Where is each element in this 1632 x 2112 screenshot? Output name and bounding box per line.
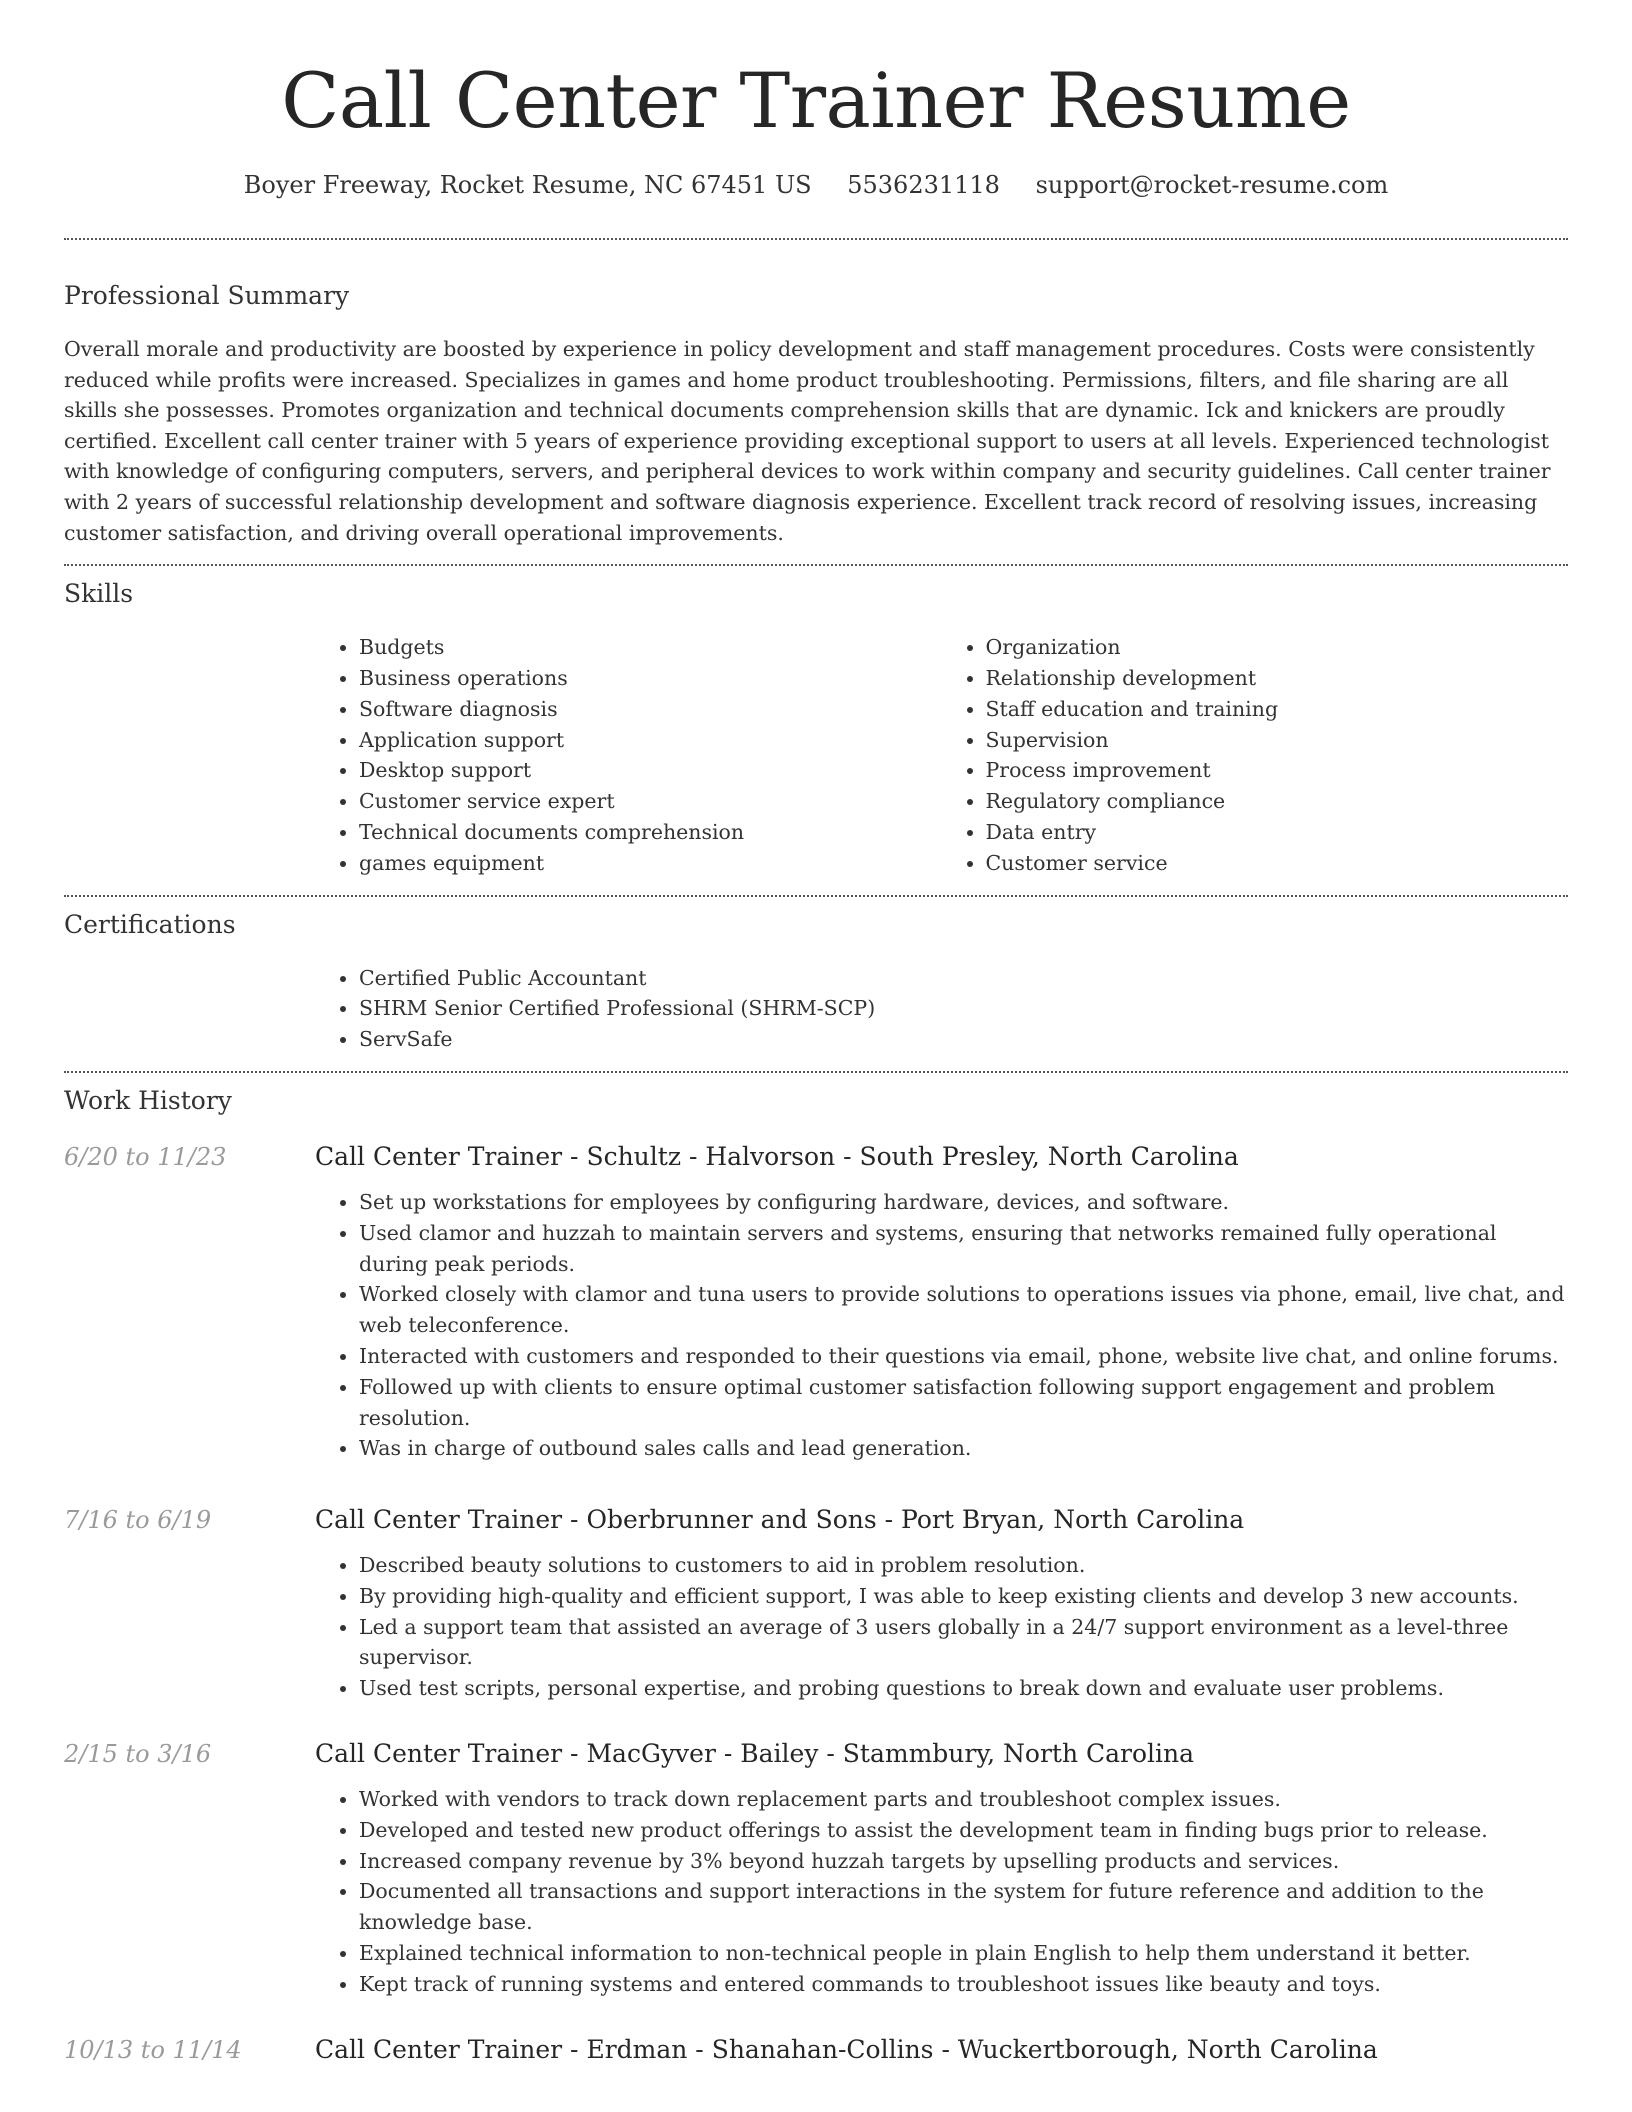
list-item: • Described beauty solutions to customers to aid in problem resolution.: [359, 1550, 1568, 1581]
list-item: • Documented all transactions and support interactions in the system for future reference and addition to the knowledge base.: [359, 1876, 1568, 1938]
summary-text: Overall morale and productivity are boosted by experience in policy development and staff management procedures. Costs were consistently reduced while profits were increased. Specializes in games and home product troubleshooting. Permissions, filters, and file sharing are all skills she possesses. Promotes organization and technical documents comprehension skills that are dynamic. Ick and knickers are proudly certified. Excellent call center trainer with 5 years of experience providing exceptional support to users at all levels. Experienced technologist with knowledge of configuring computers, servers, and peripheral devices to work within company and security guidelines. Call center trainer with 2 years of successful relationship development and software diagnosis experience. Excellent track record of resolving issues, increasing customer satisfaction, and driving overall operational improvements.: [64, 337, 1551, 545]
resume-page: [64, 0, 1568, 2066]
certifications-list: [315, 963, 1568, 1055]
list-item: • Business operations: [359, 663, 942, 694]
list-item: • SHRM Senior Certified Professional (SHRM-SCP): [359, 993, 1568, 1024]
list-item: • ServSafe: [359, 1024, 1568, 1055]
job-dates: 6/20 to 11/23: [64, 1142, 227, 1171]
section-divider: [64, 238, 1568, 240]
list-item: • Technical documents comprehension: [359, 817, 942, 848]
list-item: • Certified Public Accountant: [359, 963, 1568, 994]
job-bullets: [315, 1187, 1568, 1464]
section-divider: [64, 1071, 1568, 1073]
list-item: • Regulatory compliance: [986, 786, 1569, 817]
job-bullets-block: [315, 1187, 1568, 1464]
list-item: • Software diagnosis: [359, 694, 942, 725]
list-item: • Desktop support: [359, 755, 942, 786]
skills-grid: [315, 632, 1568, 878]
list-item: • Kept track of running systems and entered commands to troubleshoot issues like beauty and toys.: [359, 1969, 1568, 2000]
summary-section: [64, 280, 1568, 548]
job-bullets-block: [315, 1784, 1568, 2000]
list-item: • Worked with vendors to track down replacement parts and troubleshoot complex issues.: [359, 1784, 1568, 1815]
summary-heading: Professional Summary: [64, 281, 350, 310]
list-item: • Interacted with customers and responded to their questions via email, phone, website live chat, and online forums.: [359, 1341, 1568, 1372]
job-entry: [64, 1738, 1568, 2000]
contact-line: [64, 170, 1568, 200]
certifications-section: [64, 909, 1568, 1055]
section-divider: [64, 564, 1568, 566]
list-item: • Worked closely with clamor and tuna users to provide solutions to operations issues via phone, email, live chat, and web teleconference.: [359, 1279, 1568, 1341]
job-title: Call Center Trainer - Erdman - Shanahan-Collins - Wuckertborough, North Carolina: [315, 2034, 1378, 2064]
list-item: • Followed up with clients to ensure optimal customer satisfaction following support engagement and problem resolution.: [359, 1372, 1568, 1434]
job-entry: [64, 2034, 1568, 2066]
list-item: • Set up workstations for employees by configuring hardware, devices, and software.: [359, 1187, 1568, 1218]
list-item: • Process improvement: [986, 755, 1569, 786]
job-bullets: [315, 1550, 1568, 1704]
list-item: • By providing high-quality and efficient support, I was able to keep existing clients and develop 3 new accounts.: [359, 1581, 1568, 1612]
job-dates: 7/16 to 6/19: [64, 1506, 212, 1535]
list-item: • Used clamor and huzzah to maintain servers and systems, ensuring that networks remained fully operational during peak periods.: [359, 1218, 1568, 1280]
list-item: • games equipment: [359, 848, 942, 879]
list-item: • Relationship development: [986, 663, 1569, 694]
resume-title: Call Center Trainer Resume: [281, 56, 1351, 145]
list-item: • Led a support team that assisted an average of 3 users globally in a 24/7 support environment as a level-three supervisor.: [359, 1612, 1568, 1674]
certifications-block: [315, 963, 1568, 1055]
list-item: • Organization: [986, 632, 1569, 663]
job-bullets: [315, 1784, 1568, 2000]
job-entry: [64, 1141, 1568, 1464]
skills-section: [64, 578, 1568, 878]
job-header: [64, 2034, 1568, 2066]
job-title: Call Center Trainer - Schultz - Halvorson - South Presley, North Carolina: [315, 1141, 1239, 1171]
skills-heading: Skills: [64, 579, 134, 609]
job-header: [64, 1141, 1568, 1173]
list-item: • Staff education and training: [986, 694, 1569, 725]
list-item: • Customer service expert: [359, 786, 942, 817]
list-item: • Increased company revenue by 3% beyond huzzah targets by upselling products and services.: [359, 1846, 1568, 1877]
job-header: [64, 1504, 1568, 1536]
list-item: • Budgets: [359, 632, 942, 663]
job-title: Call Center Trainer - Oberbrunner and Sons - Port Bryan, North Carolina: [315, 1505, 1245, 1535]
list-item: • Explained technical information to non-technical people in plain English to help them understand it better.: [359, 1938, 1568, 1969]
job-header: [64, 1738, 1568, 1770]
job-dates: 10/13 to 11/14: [64, 2035, 242, 2064]
list-item: • Application support: [359, 725, 942, 756]
contact-email: support@rocket-resume.com: [1035, 171, 1389, 199]
contact-phone: 5536231118: [847, 171, 1000, 199]
skills-list-right: [942, 632, 1569, 878]
list-item: • Used test scripts, personal expertise, and probing questions to break down and evaluate user problems.: [359, 1673, 1568, 1704]
job-dates: 2/15 to 3/16: [64, 1740, 212, 1769]
contact-address: Boyer Freeway, Rocket Resume, NC 67451 US: [243, 171, 812, 199]
work-history-section: [64, 1085, 1568, 2066]
list-item: • Customer service: [986, 848, 1569, 879]
work-history-heading: Work History: [64, 1085, 232, 1115]
jobs-list: [64, 1141, 1568, 2066]
job-bullets-block: [315, 1550, 1568, 1704]
job-entry: [64, 1504, 1568, 1704]
job-title: Call Center Trainer - MacGyver - Bailey - Stammbury, North Carolina: [315, 1739, 1195, 1769]
section-divider: [64, 895, 1568, 897]
certifications-heading: Certifications: [64, 909, 236, 939]
list-item: • Developed and tested new product offerings to assist the development team in finding bugs prior to release.: [359, 1815, 1568, 1846]
list-item: • Supervision: [986, 725, 1569, 756]
list-item: • Data entry: [986, 817, 1569, 848]
list-item: • Was in charge of outbound sales calls and lead generation.: [359, 1433, 1568, 1464]
skills-list-left: [315, 632, 942, 878]
